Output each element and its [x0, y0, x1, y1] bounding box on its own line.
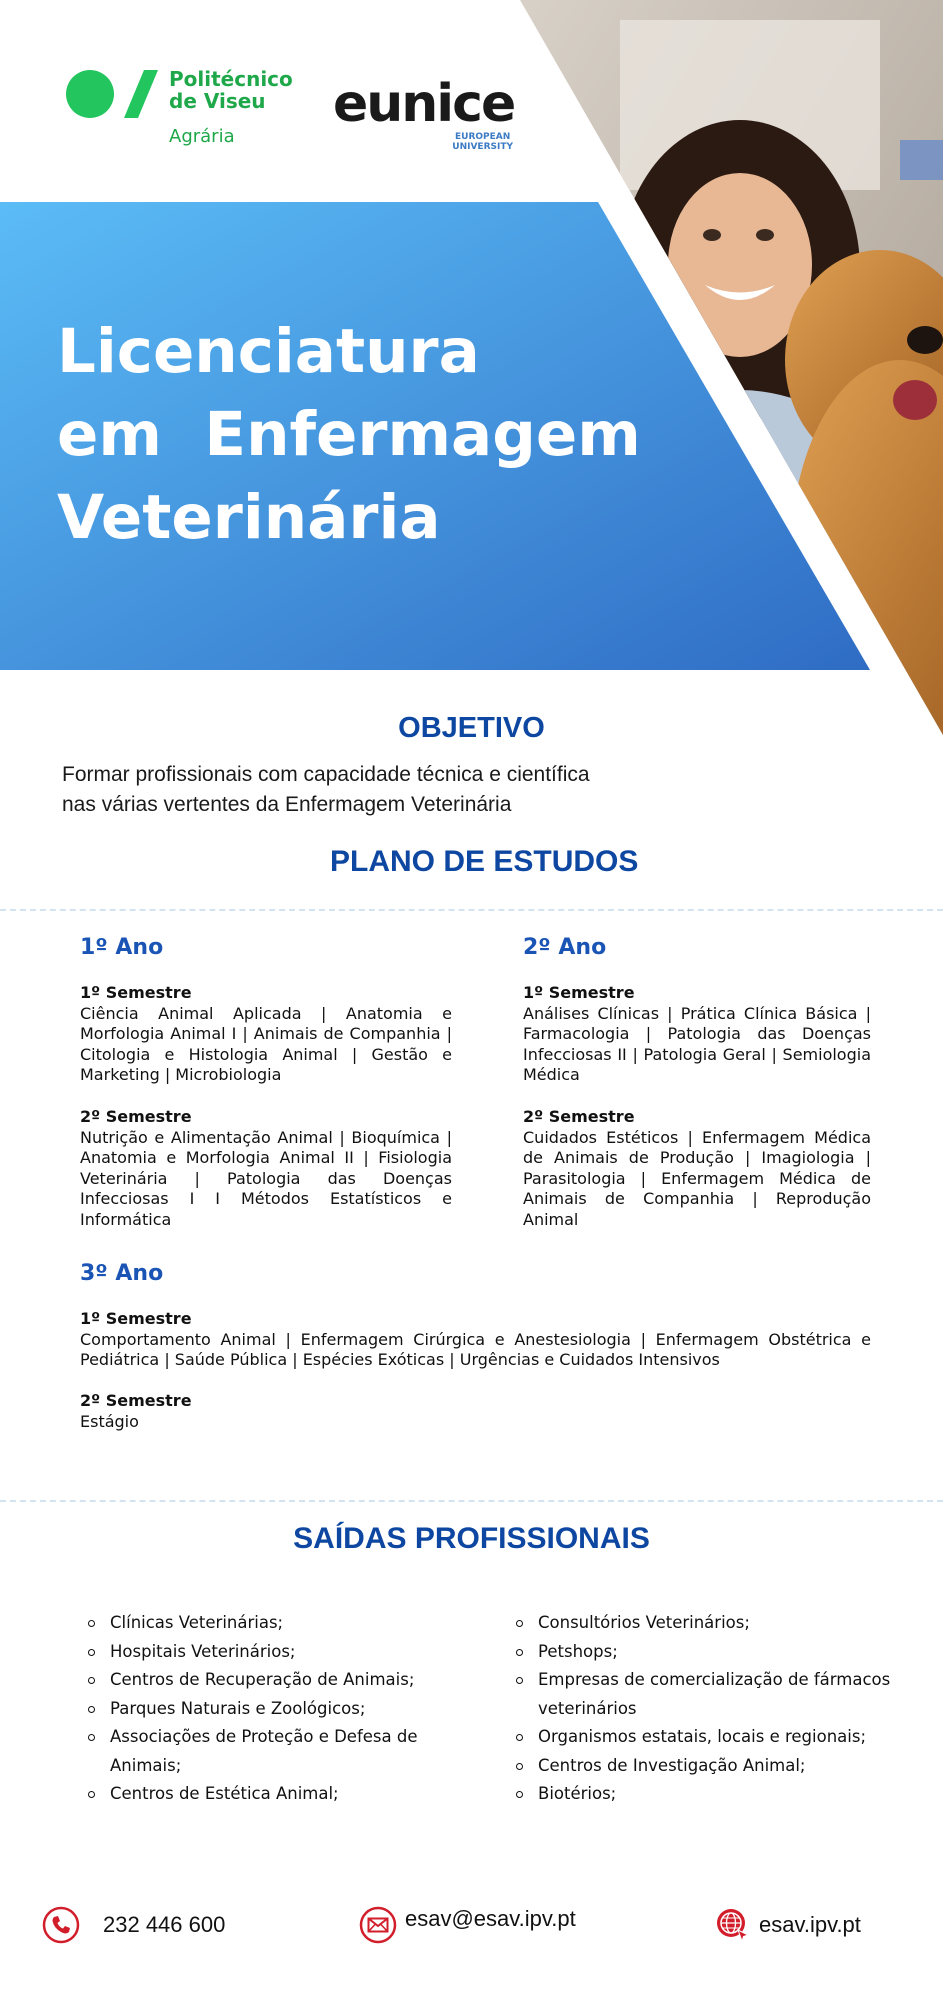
semester-label: 2º Semestre: [523, 1107, 635, 1126]
envelope-icon: [359, 1906, 397, 1944]
plano-heading: PLANO DE ESTUDOS: [330, 845, 639, 878]
email-address: esav@esav.ipv.pt: [405, 1906, 576, 1931]
logo-line1: Politécnico: [169, 67, 293, 91]
objetivo-line1: Formar profissionais com capacidade técnica e científica: [62, 763, 590, 786]
logo-slash-mark: [124, 70, 158, 118]
list-item: Consultórios Veterinários;: [510, 1609, 910, 1638]
contact-email[interactable]: [359, 1900, 599, 1950]
semester-courses: Análises Clínicas | Prática Clínica Básica | Farmacologia | Patologia das Doenças Infecciosas II | Patologia Geral | Semiologia Médica: [523, 1003, 871, 1084]
list-item: Organismos estatais, locais e regionais;: [510, 1723, 910, 1752]
semester-label: 1º Semestre: [80, 983, 192, 1002]
list-item: Centros de Investigação Animal;: [510, 1752, 910, 1781]
hero-title-line1: Licenciatura: [57, 316, 480, 387]
logo-line2: de Viseu: [169, 89, 266, 113]
website-url: esav.ipv.pt: [759, 1912, 861, 1937]
logo-circle-mark: [66, 70, 114, 118]
hero-title: [57, 310, 657, 559]
eunice-wordmark: eunice: [333, 74, 515, 134]
list-item: Associações de Proteção e Defesa de Animais;: [82, 1723, 452, 1780]
year-3-semester-1: [80, 1309, 871, 1371]
semester-courses: Cuidados Estéticos | Enfermagem Médica de Animais de Produção | Imagiologia | Parasitologia | Enfermagem Médica de Animais de Companhia | Reprodução Animal: [523, 1127, 871, 1229]
list-item: Parques Naturais e Zoológicos;: [82, 1695, 452, 1724]
semester-courses: Nutrição e Alimentação Animal | Bioquímica | Anatomia e Morfologia Animal II | Fisiologia Veterinária | Patologia das Doenças Infecciosas I I Métodos Estatísticos e Informática: [80, 1127, 452, 1229]
hero-title-line3: Veterinária: [57, 482, 441, 553]
semester-label: 2º Semestre: [80, 1391, 192, 1410]
globe-icon: [714, 1906, 752, 1944]
saidas-heading: SAÍDAS PROFISSIONAIS: [293, 1522, 650, 1555]
objetivo-line2: nas várias vertentes da Enfermagem Veterinária: [62, 793, 512, 816]
year-3-semester-2: [80, 1391, 871, 1432]
objetivo-text: [62, 760, 682, 820]
list-item: Petshops;: [510, 1638, 910, 1667]
semester-courses: Estágio: [80, 1411, 139, 1431]
list-item: Centros de Recuperação de Animais;: [82, 1666, 452, 1695]
semester-label: 1º Semestre: [80, 1309, 192, 1328]
year-1-semester-2: [80, 1107, 452, 1230]
saidas-list-left: [82, 1609, 452, 1809]
contact-website[interactable]: [714, 1900, 904, 1950]
list-item: Clínicas Veterinárias;: [82, 1609, 452, 1638]
semester-label: 1º Semestre: [523, 983, 635, 1002]
eunice-sub-line1: EUROPEAN: [454, 132, 511, 142]
year-1-heading: 1º Ano: [80, 935, 164, 960]
objetivo-heading: OBJETIVO: [398, 712, 545, 744]
eunice-sub-line2: UNIVERSITY: [452, 142, 513, 152]
semester-courses: Ciência Animal Aplicada | Anatomia e Morfologia Animal I | Animais de Companhia | Citologia e Histologia Animal | Gestão e Marketing | Microbiologia: [80, 1003, 452, 1084]
divider-bottom: [0, 1500, 943, 1502]
list-item: Hospitais Veterinários;: [82, 1638, 452, 1667]
list-item: Centros de Estética Animal;: [82, 1780, 452, 1809]
year-2-semester-2: [523, 1107, 871, 1230]
contact-phone[interactable]: [42, 1900, 262, 1950]
list-item: Empresas de comercialização de fármacos veterinários: [510, 1666, 910, 1723]
hero-title-line2: em Enfermagem: [57, 399, 641, 470]
year-1-semester-1: [80, 983, 452, 1086]
phone-icon: [42, 1906, 80, 1944]
saidas-list-right: [510, 1609, 910, 1809]
semester-courses: Comportamento Animal | Enfermagem Cirúrgica e Anestesiologia | Enfermagem Obstétrica e Pediátrica | Saúde Pública | Espécies Exóticas | Urgências e Cuidados Intensivos: [80, 1329, 871, 1369]
eunice-logo: [333, 74, 523, 157]
list-item: Biotérios;: [510, 1780, 910, 1809]
logo-text: [169, 68, 293, 112]
year-2-semester-1: [523, 983, 871, 1086]
phone-number: 232 446 600: [103, 1912, 226, 1937]
year-3-heading: 3º Ano: [80, 1261, 164, 1286]
eunice-subtitle: [452, 132, 513, 152]
semester-label: 2º Semestre: [80, 1107, 192, 1126]
year-2-heading: 2º Ano: [523, 935, 607, 960]
politecnico-viseu-logo: [66, 66, 306, 156]
divider-top: [0, 909, 943, 911]
logo-subtitle: Agrária: [169, 126, 235, 147]
